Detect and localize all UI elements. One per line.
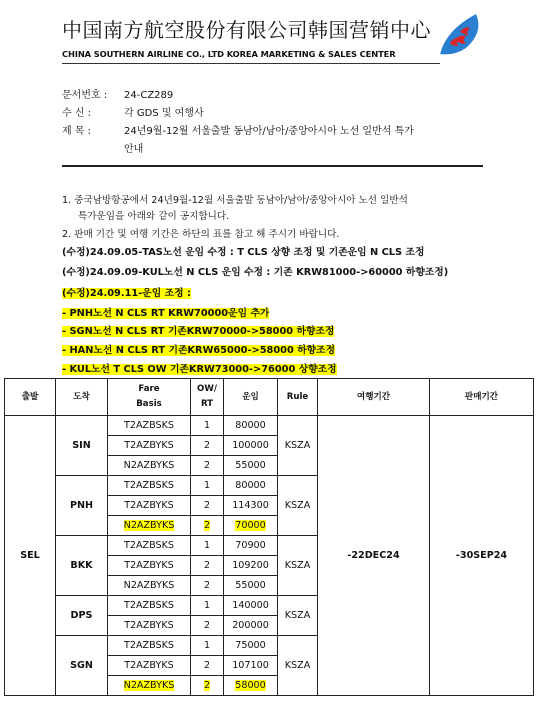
ow-rt-cell: 1 <box>191 536 224 556</box>
fare-basis-cell: T2AZBYKS <box>108 496 191 516</box>
destination-cell: SGN <box>56 636 108 696</box>
fare-basis-cell: N2AZBYKS <box>108 516 191 536</box>
doc-number-row <box>62 86 173 101</box>
revision-5: - SGN노선 N CLS RT 기존KRW70000->58000 하향조정 <box>62 326 335 337</box>
fare-table <box>4 378 534 696</box>
fare-basis-cell: T2AZBYKS <box>108 556 191 576</box>
revision-3: (수정)24.09.11-운임 조정 : <box>62 288 191 299</box>
revision-7: - KUL노선 T CLS OW 기존KRW73000->76000 상향조정 <box>62 364 337 375</box>
fare-cell: 70900 <box>224 536 278 556</box>
fare-cell: 200000 <box>224 616 278 636</box>
header-destination: 도착 <box>56 379 108 416</box>
ow-rt-cell: 1 <box>191 476 224 496</box>
notice-line-2: 2. 판매 기간 및 여행 기간은 하단의 표를 참고 해 주시기 바랍니다. <box>62 229 340 240</box>
fare-cell: 58000 <box>224 676 278 696</box>
fare-basis-cell: T2AZBSKS <box>108 416 191 436</box>
destination-cell: SIN <box>56 416 108 476</box>
ow-rt-cell: 1 <box>191 416 224 436</box>
subject-label: 제 목 : <box>62 126 92 137</box>
destination-cell: DPS <box>56 596 108 636</box>
ow-rt-cell: 2 <box>191 456 224 476</box>
ow-rt-cell: 2 <box>191 556 224 576</box>
china-southern-logo-icon <box>436 10 486 60</box>
rule-cell: KSZA <box>278 636 318 696</box>
fare-cell: 55000 <box>224 576 278 596</box>
ow-rt-cell: 2 <box>191 576 224 596</box>
ow-rt-cell: 2 <box>191 516 224 536</box>
travel-period-cell: -22DEC24 <box>318 416 430 696</box>
subject-line-2: 안내 <box>124 144 144 155</box>
header-rule: Rule <box>278 379 318 416</box>
fare-cell: 100000 <box>224 436 278 456</box>
revision-2: (수정)24.09.09-KUL노선 N CLS 운임 수정 : 기존 KRW81000->60000 하향조정) <box>62 267 449 278</box>
ow-rt-cell: 2 <box>191 616 224 636</box>
header-origin: 출발 <box>5 379 56 416</box>
destination-cell: PNH <box>56 476 108 536</box>
origin-cell: SEL <box>5 416 56 696</box>
ow-rt-cell: 1 <box>191 636 224 656</box>
table-header-row <box>5 379 534 416</box>
notice-line-1: 1. 중국남방항공에서 24년9월-12월 서울출발 동남아/남아/중앙아시아 노선 일반석 <box>62 195 408 206</box>
fare-basis-cell: T2AZBSKS <box>108 476 191 496</box>
fare-basis-cell: T2AZBYKS <box>108 656 191 676</box>
fare-cell: 114300 <box>224 496 278 516</box>
header-ow-rt: OW/ RT <box>191 379 224 416</box>
doc-number: 24-CZ289 <box>124 90 174 101</box>
rule-cell: KSZA <box>278 476 318 536</box>
fare-basis-cell: N2AZBYKS <box>108 456 191 476</box>
revision-6: - HAN노선 N CLS RT 기존KRW65000->58000 하향조정 <box>62 345 336 356</box>
company-title-chinese: 中国南方航空股份有限公司韩国营销中心 <box>62 18 431 42</box>
ow-rt-cell: 2 <box>191 436 224 456</box>
recipient-label: 수 신 : <box>62 108 92 119</box>
header-fare: 운임 <box>224 379 278 416</box>
ow-rt-cell: 1 <box>191 596 224 616</box>
fare-basis-cell: T2AZBSKS <box>108 536 191 556</box>
header-rule <box>62 63 440 64</box>
fare-cell: 107100 <box>224 656 278 676</box>
header-travel-period: 여행기간 <box>318 379 430 416</box>
subject-line-1: 24년9월-12월 서울출발 동남아/남아/중앙아시아 노선 일반석 특가 <box>124 126 414 137</box>
header-fare-basis: Fare Basis <box>108 379 191 416</box>
destination-cell: BKK <box>56 536 108 596</box>
fare-basis-cell: N2AZBYKS <box>108 576 191 596</box>
fare-cell: 55000 <box>224 456 278 476</box>
rule-cell: KSZA <box>278 536 318 596</box>
ow-rt-cell: 2 <box>191 676 224 696</box>
fare-basis-cell: T2AZBSKS <box>108 636 191 656</box>
sale-period-cell: -30SEP24 <box>430 416 534 696</box>
notice-line-1b: 특가운임을 아래와 같이 공지합니다. <box>78 211 230 222</box>
table-row <box>5 416 534 436</box>
fare-basis-cell: T2AZBSKS <box>108 596 191 616</box>
rule-cell: KSZA <box>278 416 318 476</box>
recipient-row <box>62 104 204 119</box>
ow-rt-cell: 2 <box>191 656 224 676</box>
fare-cell: 75000 <box>224 636 278 656</box>
ow-rt-cell: 2 <box>191 496 224 516</box>
subject-row <box>62 122 414 137</box>
revision-4: - PNH노선 N CLS RT KRW70000운임 추가 <box>62 308 270 319</box>
fare-basis-cell: T2AZBYKS <box>108 616 191 636</box>
doc-number-label: 문서번호 : <box>62 90 108 101</box>
company-title-english: CHINA SOUTHERN AIRLINE CO., LTD KOREA MARKETING & SALES CENTER <box>62 49 396 59</box>
header-sale-period: 판매기간 <box>430 379 534 416</box>
fare-cell: 70000 <box>224 516 278 536</box>
fare-basis-cell: T2AZBYKS <box>108 436 191 456</box>
fare-cell: 140000 <box>224 596 278 616</box>
fare-cell: 80000 <box>224 476 278 496</box>
section-rule <box>62 165 483 167</box>
fare-cell: 80000 <box>224 416 278 436</box>
fare-cell: 109200 <box>224 556 278 576</box>
revision-1: (수정)24.09.05-TAS노선 운임 수정 : T CLS 상향 조정 및 기존운임 N CLS 조정 <box>62 247 425 258</box>
fare-basis-cell: N2AZBYKS <box>108 676 191 696</box>
recipient: 각 GDS 및 여행사 <box>124 108 204 119</box>
rule-cell: KSZA <box>278 596 318 636</box>
